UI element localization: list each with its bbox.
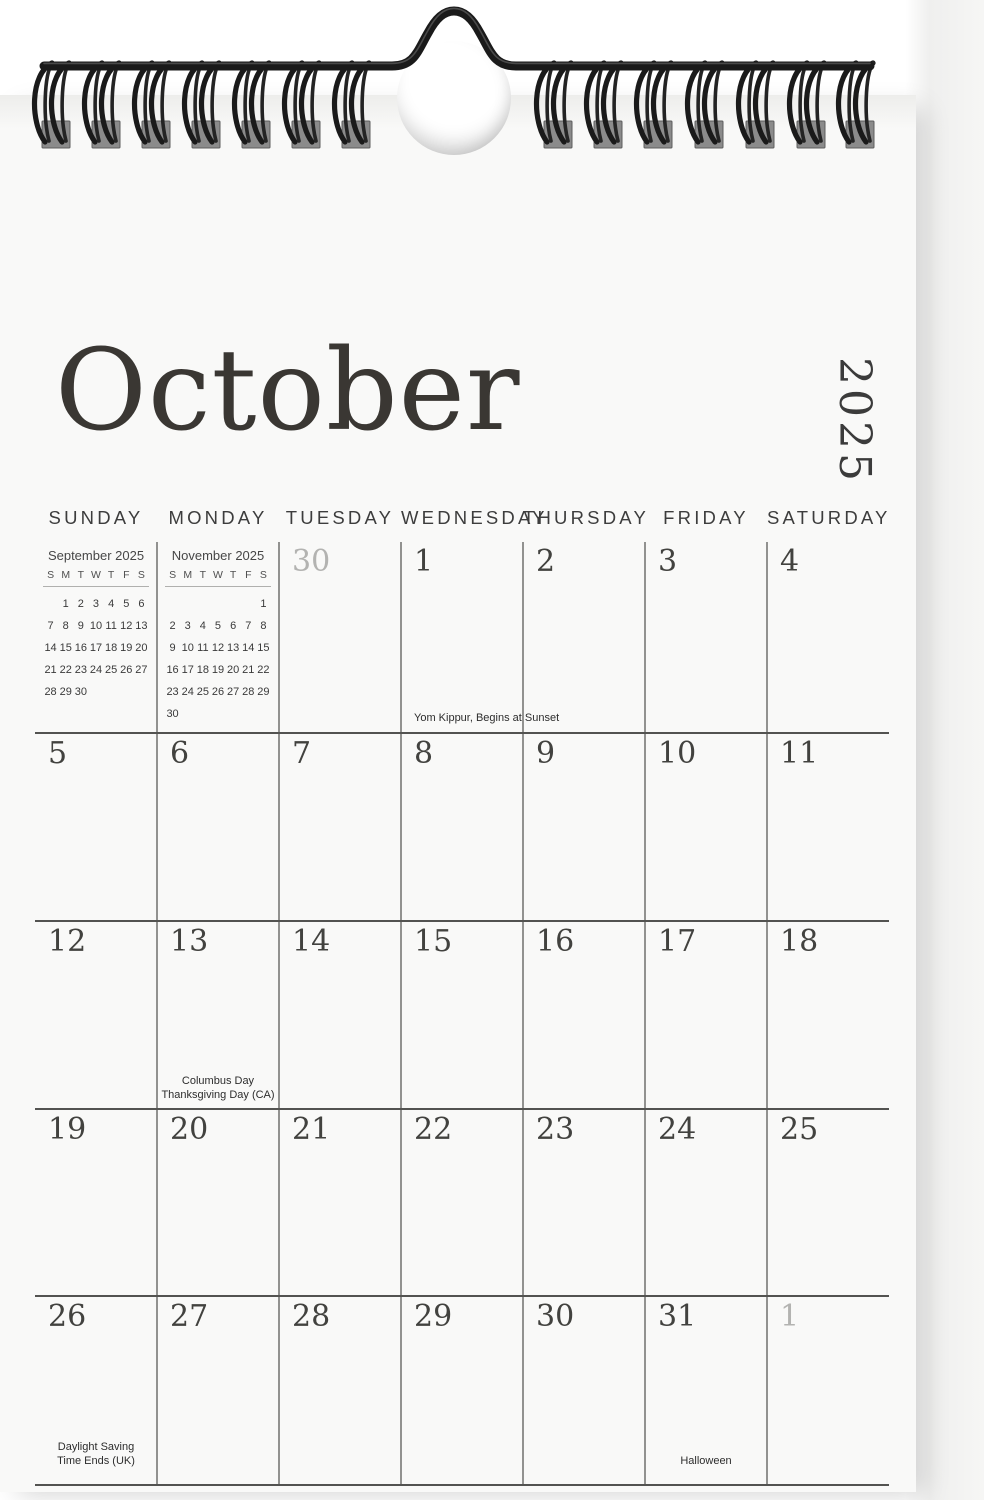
calendar-grid [35,540,889,1486]
holiday-note-line: Columbus Day [181,1074,255,1087]
mini-day: 9 [77,620,84,632]
holiday-note [151,1074,285,1103]
mini-day-letter: S [47,569,55,581]
mini-day: 29 [257,686,270,698]
day-cell [645,1108,767,1295]
mini-day: 1 [260,598,267,610]
day-number: 13 [170,924,209,959]
day-number: 1 [780,1299,800,1334]
year-label: 2025 [829,357,880,485]
mini-day: 13 [227,642,240,654]
mini-day: 29 [59,686,72,698]
day-cell [401,540,560,732]
mini-day: 30 [166,708,179,720]
day-cell [35,732,157,920]
mini-day: 18 [196,664,209,676]
mini-day-letter: S [169,569,177,581]
mini-day-letter: M [61,569,71,581]
day-cell [767,920,889,1108]
mini-day-letter: M [183,569,193,581]
day-cell [767,1108,889,1295]
mini-day: 18 [105,642,118,654]
weekday-label: MONDAY [168,507,268,528]
day-cell [157,732,279,920]
day-number: 23 [536,1112,575,1147]
mini-day-letter: W [91,569,101,581]
mini-day: 26 [211,686,225,698]
mini-calendar-title: November 2025 [171,548,265,563]
day-number: 14 [292,924,331,959]
day-cell [157,1108,279,1295]
mini-day: 25 [105,664,118,676]
day-number: 4 [780,544,800,579]
mini-day: 28 [242,686,255,698]
day-number: 10 [658,736,697,771]
mini-day: 27 [227,686,240,698]
mini-day: 17 [181,664,194,676]
calendar-page [0,95,916,1492]
day-cell [645,540,767,732]
day-number: 18 [780,924,819,959]
holiday-note-line: Time Ends (UK) [57,1455,135,1468]
mini-day: 6 [230,620,237,632]
mini-day: 6 [138,598,145,610]
mini-day: 5 [214,620,222,632]
mini-calendar-week [165,654,271,676]
mini-day: 20 [135,642,148,654]
mini-day-letter: S [137,569,145,581]
day-number: 15 [414,924,453,959]
mini-calendar-weeks [165,588,271,720]
mini-day: 16 [166,664,179,676]
day-cell [523,1108,645,1295]
mini-day: 14 [242,642,255,654]
mini-day: 2 [77,598,84,610]
day-cell [401,1295,523,1484]
mini-day: 8 [260,620,267,632]
day-cell [279,920,401,1108]
day-cell [767,1295,889,1484]
day-number: 11 [780,736,819,771]
mini-calendar-week [165,610,271,632]
day-cell [645,732,767,920]
mini-calendar-week [43,632,149,654]
weekday-label: FRIDAY [663,507,749,528]
day-number: 26 [48,1299,87,1334]
mini-day: 5 [123,598,130,610]
mini-day: 14 [44,642,57,654]
day-cell [523,920,645,1108]
grid-horizontal-line [35,1484,889,1486]
mini-calendar-day-letters [165,569,271,587]
mini-day: 2 [169,620,176,632]
day-cell [523,1295,645,1484]
mini-day-letter: T [77,569,85,581]
day-number: 30 [292,544,331,579]
mini-day: 15 [59,642,72,654]
day-cell [523,540,645,732]
mini-day: 26 [120,664,133,676]
mini-calendar-week [43,676,149,698]
mini-day: 10 [89,620,103,632]
month-title: October [55,326,521,456]
mini-day: 28 [44,686,57,698]
day-number: 30 [536,1299,575,1334]
holiday-note [639,1454,773,1469]
mini-day: 21 [242,664,255,676]
mini-day: 12 [120,620,133,632]
day-cell [279,1108,401,1295]
day-cell [279,732,401,920]
day-number: 16 [536,924,575,959]
mini-day: 8 [62,620,69,632]
mini-day: 22 [59,664,72,676]
mini-day: 20 [227,664,240,676]
day-number: 25 [780,1112,819,1147]
mini-day: 7 [245,620,252,632]
binding-bar-and-hanger-hook [44,11,870,66]
weekday-label: SUNDAY [48,507,144,528]
day-number: 1 [414,544,434,579]
holiday-note-line: Yom Kippur, Begins at Sunset [414,712,560,725]
day-number: 3 [658,544,678,579]
day-number: 8 [414,736,434,771]
mini-day: 11 [197,642,209,654]
day-number: 27 [170,1299,209,1334]
day-number: 22 [414,1112,453,1147]
mini-day: 24 [181,686,194,698]
mini-day: 22 [257,664,270,676]
day-cell [767,732,889,920]
mini-day-letter: T [229,569,237,581]
day-number: 19 [48,1112,87,1147]
day-cell [157,920,279,1108]
day-number: 28 [292,1299,331,1334]
mini-day: 3 [184,620,191,632]
mini-day: 24 [89,664,103,676]
holiday-note-line: Thanksgiving Day (CA) [161,1089,275,1102]
mini-calendar-week [165,676,271,698]
holiday-note-line: Halloween [680,1455,732,1468]
mini-calendar-weeks [43,588,149,698]
day-number: 21 [292,1112,331,1147]
day-cell [35,1295,157,1484]
mini-day: 9 [169,642,176,654]
mini-day: 23 [166,686,179,698]
mini-day: 19 [120,642,133,654]
mini-day: 16 [74,642,87,654]
mini-calendar-week [43,610,149,632]
weekday-label: TUESDAY [285,507,395,528]
day-cell [645,1295,767,1484]
mini-day: 4 [108,598,115,610]
mini-day: 11 [105,620,117,632]
day-number: 6 [170,736,190,771]
day-number: 5 [48,736,68,771]
weekday-label: SATURDAY [767,507,891,528]
mini-calendar-week [165,632,271,654]
mini-day: 1 [62,598,69,610]
weekday-label: THURSDAY [523,507,649,528]
day-cell [401,732,523,920]
mini-day: 10 [181,642,194,654]
day-cell [35,920,157,1108]
mini-day-letter: S [259,569,267,581]
mini-calendar-day-letters [43,569,149,587]
day-cell [157,1295,279,1484]
mini-day: 21 [44,664,57,676]
mini-day: 27 [135,664,148,676]
day-cell [35,540,157,732]
holiday-note-line: Daylight Saving [57,1440,135,1453]
day-cell [401,1108,523,1295]
mini-day: 30 [74,686,87,698]
day-cell [35,1108,157,1295]
mini-calendar-title: September 2025 [47,548,145,563]
mini-day-letter: F [123,569,130,581]
mini-day: 15 [257,642,270,654]
day-cell [645,920,767,1108]
mini-calendar-week [165,588,271,610]
mini-calendar-week [165,698,271,720]
mini-calendar-week [43,654,149,676]
weekday-label: WEDNESDAY [401,507,548,528]
day-number: 2 [536,544,556,579]
mini-day: 4 [199,620,206,632]
weekday-header [35,507,889,529]
mini-day: 19 [211,664,225,676]
mini-calendar [35,540,157,732]
mini-day-letter: W [213,569,223,581]
day-number: 7 [292,736,312,771]
mini-day: 3 [92,598,100,610]
day-number: 12 [48,924,87,959]
mini-day: 17 [89,642,103,654]
day-number: 31 [658,1299,697,1334]
day-number: 20 [170,1112,209,1147]
mini-day-letter: T [199,569,207,581]
day-number: 17 [658,924,697,959]
holiday-note [29,1440,163,1469]
day-number: 24 [658,1112,697,1147]
mini-calendar [157,540,279,732]
spiral-binding [0,0,984,170]
day-cell [767,540,889,732]
mini-day: 7 [47,620,54,632]
mini-day: 25 [196,686,209,698]
binding-bar-highlight [44,8,870,63]
mini-day-letter: T [107,569,115,581]
mini-calendar-week [43,588,149,610]
day-cell [279,1295,401,1484]
mini-day: 23 [74,664,87,676]
day-cell [401,920,523,1108]
day-number: 29 [414,1299,453,1334]
mini-day: 12 [211,642,225,654]
day-cell [279,540,401,732]
day-number: 9 [536,736,556,771]
mini-day: 13 [135,620,148,632]
mini-day-letter: F [245,569,252,581]
day-cell [157,540,279,732]
day-cell [523,732,645,920]
